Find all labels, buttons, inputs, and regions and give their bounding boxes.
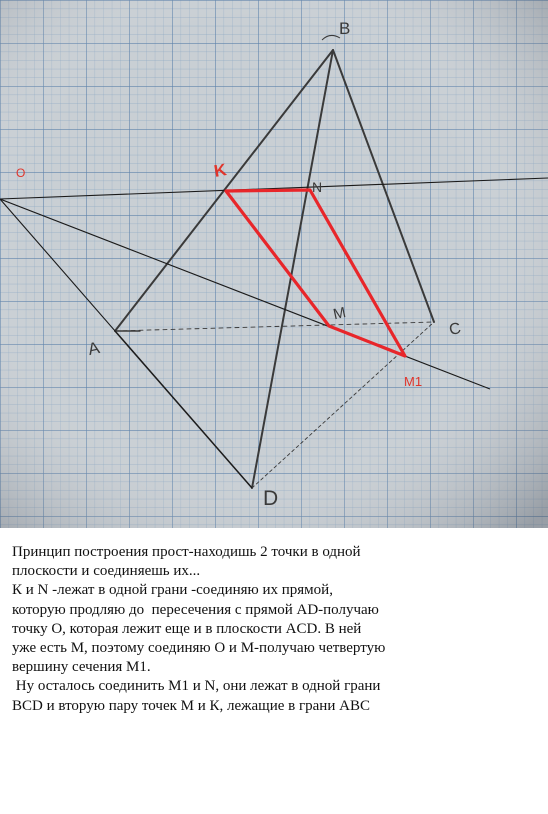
text-line: уже есть М, поэтому соединяю О и М-получаю четвертую [12, 640, 386, 657]
text-line: плоскости и соединяешь их... [12, 563, 201, 580]
label-n: N [312, 179, 323, 195]
label-c: C [447, 319, 463, 340]
label-a: A [86, 338, 102, 360]
text-line: точку О, которая лежит еще и в плоскости ACD. В ней [12, 620, 362, 637]
text-line: вершину сечения М1. [12, 659, 151, 676]
text-line: BCD и вторую пару точек М и К, лежащие в грани АВС [12, 697, 370, 714]
label-k: K [212, 160, 228, 181]
label-d: D [263, 487, 279, 510]
label-o: O [16, 166, 26, 180]
text-line: Ну осталось соединить М1 и N, они лежат в одной грани [12, 678, 381, 695]
label-m: M [331, 304, 348, 324]
text-line: Принцип построения прост-находишь 2 точки в одной [12, 544, 361, 560]
explanation-text [12, 543, 537, 716]
text-line: К и N -лежат в одной грани -соединяю их прямой, [12, 582, 333, 599]
text-line: которую продляю до пересечения с прямой AD-получаю [12, 601, 379, 618]
label-m1: M1 [404, 374, 423, 389]
label-b: B [339, 19, 351, 38]
